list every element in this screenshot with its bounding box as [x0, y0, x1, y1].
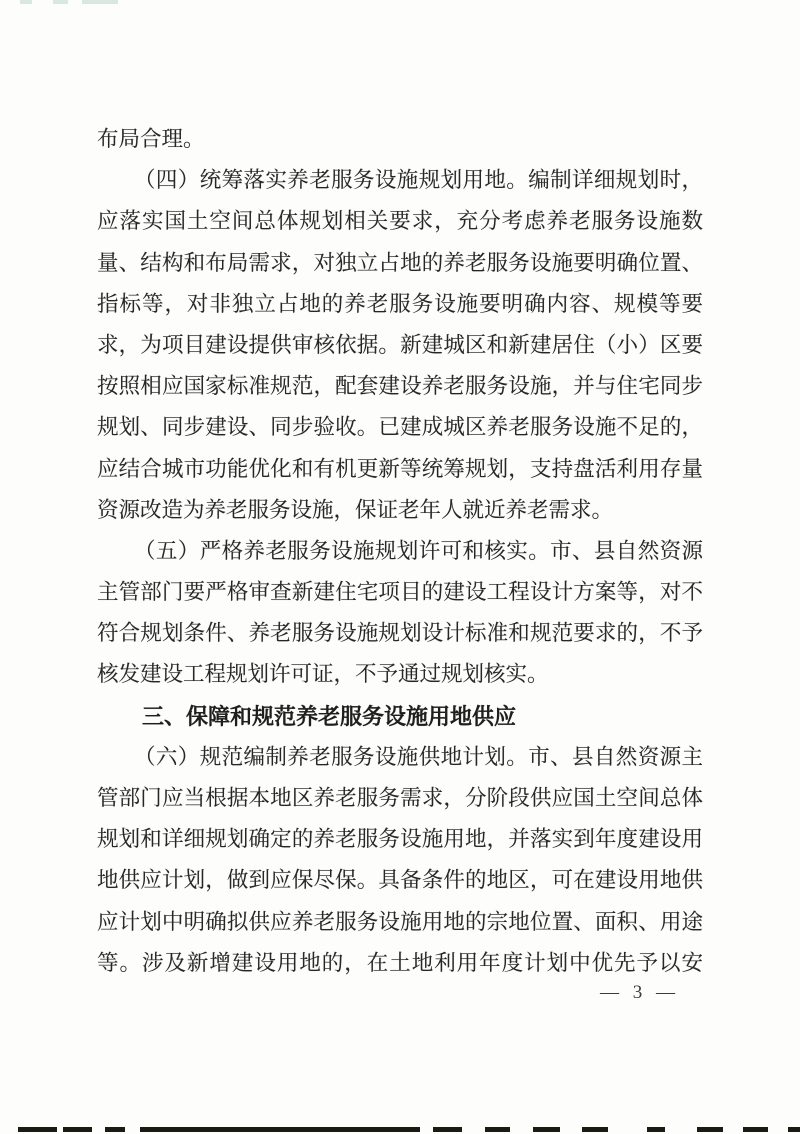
text-line: 指标等，对非独立占地的养老服务设施要明确内容、规模等要 [97, 291, 703, 316]
text-line: 等。涉及新增建设用地的，在土地利用年度计划中优先予以安 [97, 950, 703, 975]
text-line: 应结合城市功能优化和有机更新等统筹规划，支持盘活利用存量 [97, 456, 703, 481]
text-line: 管部门应当根据本地区养老服务需求，分阶段供应国土空间总体 [97, 786, 703, 810]
text-line: 求，为项目建设提供审核依据。新建城区和新建居住（小）区要 [97, 332, 703, 357]
text-line: （六）规范编制养老服务设施供地计划。市、县自然资源主 [134, 744, 703, 769]
text-line: 按照相应国家标准规范，配套建设养老服务设施，并与住宅同步 [97, 374, 703, 399]
text-line: 规划、同步建设、同步验收。已建成城区养老服务设施不足的， [97, 415, 703, 440]
text-line: 地供应计划，做到应保尽保。具备条件的地区，可在建设用地供 [97, 868, 703, 893]
text-line: 应计划中明确拟供应养老服务设施用地的宗地位置、面积、用途 [97, 909, 703, 934]
text-line: 资源改造为养老服务设施，保证老年人就近养老需求。 [97, 497, 614, 522]
text-line: （四）统筹落实养老服务设施规划用地。编制详细规划时， [134, 168, 703, 193]
text-line: （五）严格养老服务设施规划许可和核实。市、县自然资源 [134, 538, 703, 563]
scan-artifact-top [20, 0, 32, 4]
text-line: 核发建设工程规划许可证，不予通过规划核实。 [97, 662, 549, 687]
text-line: 应落实国土空间总体规划相关要求，充分考虑养老服务设施数 [97, 209, 703, 234]
scan-artifact-top [53, 0, 68, 4]
section-heading: 三、保障和规范养老服务设施用地供应 [142, 703, 517, 729]
text-line: 符合规划条件、养老服务设施规划设计标准和规范要求的，不予 [97, 621, 703, 646]
scan-artifact-top [82, 0, 118, 4]
text-line: 主管部门要严格审查新建住宅项目的建设工程设计方案等，对不 [97, 580, 703, 605]
document-lines [97, 119, 703, 984]
text-line: 规划和详细规划确定的养老服务设施用地，并落实到年度建设用 [97, 827, 703, 852]
text-line: 布局合理。 [97, 127, 205, 151]
page-number: — 3 — [600, 982, 675, 1003]
text-line: 量、结构和布局需求，对独立占地的养老服务设施要明确位置、 [97, 250, 703, 275]
